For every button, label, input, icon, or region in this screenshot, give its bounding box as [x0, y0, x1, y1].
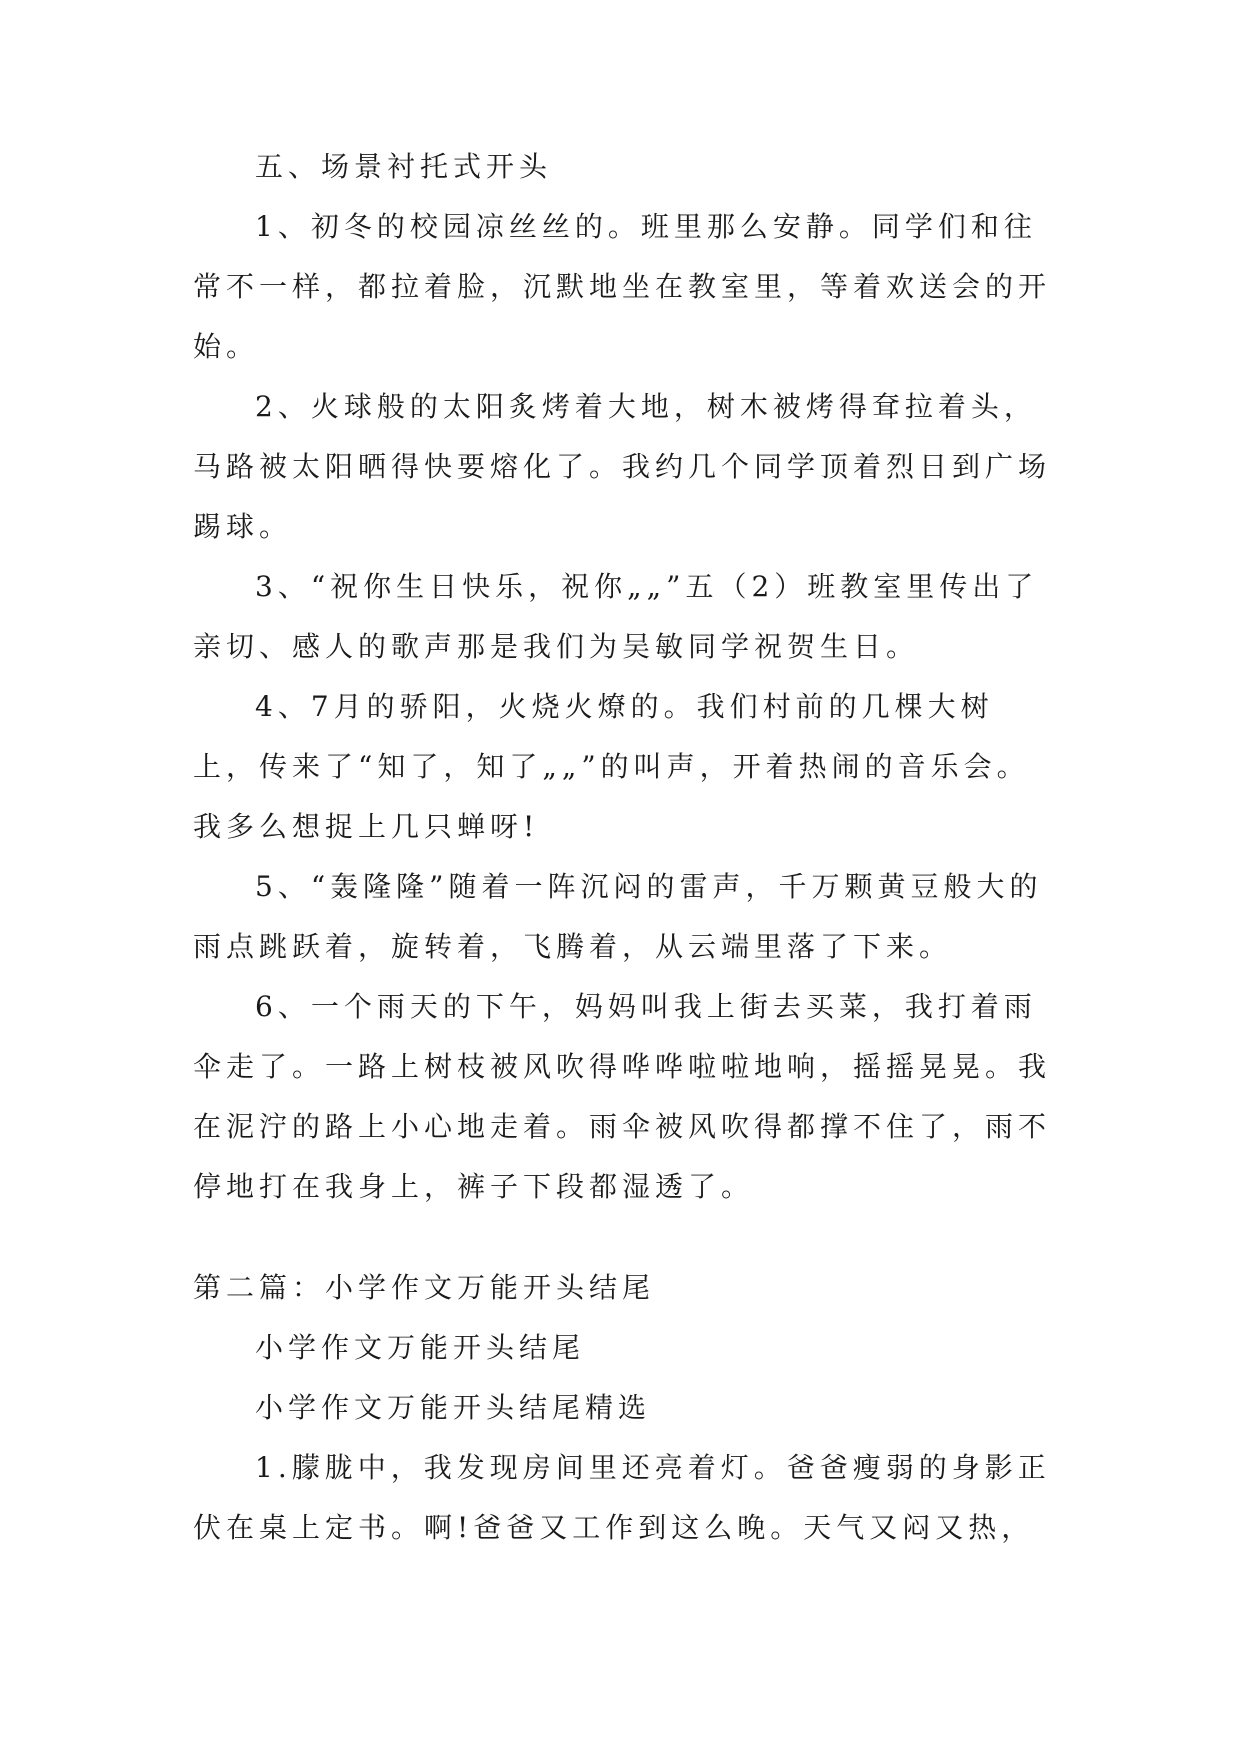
part-heading: 第二篇：小学作文万能开头结尾 — [193, 1271, 656, 1304]
part-two — [193, 1258, 1053, 1558]
paragraph: 2、火球般的太阳炙烤着大地，树木被烤得耷拉着头，马路被太阳晒得快要熔化了。我约几个同学顶着烈日到广场踢球。 — [193, 390, 1052, 543]
paragraph: 6、一个雨天的下午，妈妈叫我上街去买菜，我打着雨伞走了。一路上树枝被风吹得哗哗啦啦地响，摇摇晃晃。我在泥泞的路上小心地走着。雨伞被风吹得都撑不住了，雨不停地打在我身上，裤子下段都湿透了。 — [193, 990, 1052, 1203]
paragraph: 3、“祝你生日快乐，祝你„„”五（2）班教室里传出了亲切、感人的歌声那是我们为吴敏同学祝贺生日。 — [193, 570, 1039, 663]
paragraph: 1、初冬的校园凉丝丝的。班里那么安静。同学们和往常不一样，都拉着脸，沉默地坐在教室里，等着欢送会的开始。 — [193, 210, 1052, 363]
paragraph: 5、“轰隆隆”随着一阵沉闷的雷声，千万颗黄豆般大的雨点跳跃着，旋转着，飞腾着，从云端里落了下来。 — [193, 870, 1043, 963]
section-heading: 五、场景衬托式开头 — [255, 150, 553, 183]
paragraph: 1.朦胧中，我发现房间里还亮着灯。爸爸瘦弱的身影正伏在桌上定书。啊!爸爸又工作到这么晚。天气又闷又热， — [193, 1451, 1051, 1544]
paragraph: 4、7月的骄阳，火烧火燎的。我们村前的几棵大树上，传来了“知了，知了„„”的叫声，开着热闹的音乐会。我多么想捉上几只蝉呀! — [193, 690, 1030, 843]
subtitle-selected: 小学作文万能开头结尾精选 — [255, 1391, 652, 1424]
section-five — [193, 137, 1053, 1217]
subtitle: 小学作文万能开头结尾 — [255, 1331, 586, 1364]
